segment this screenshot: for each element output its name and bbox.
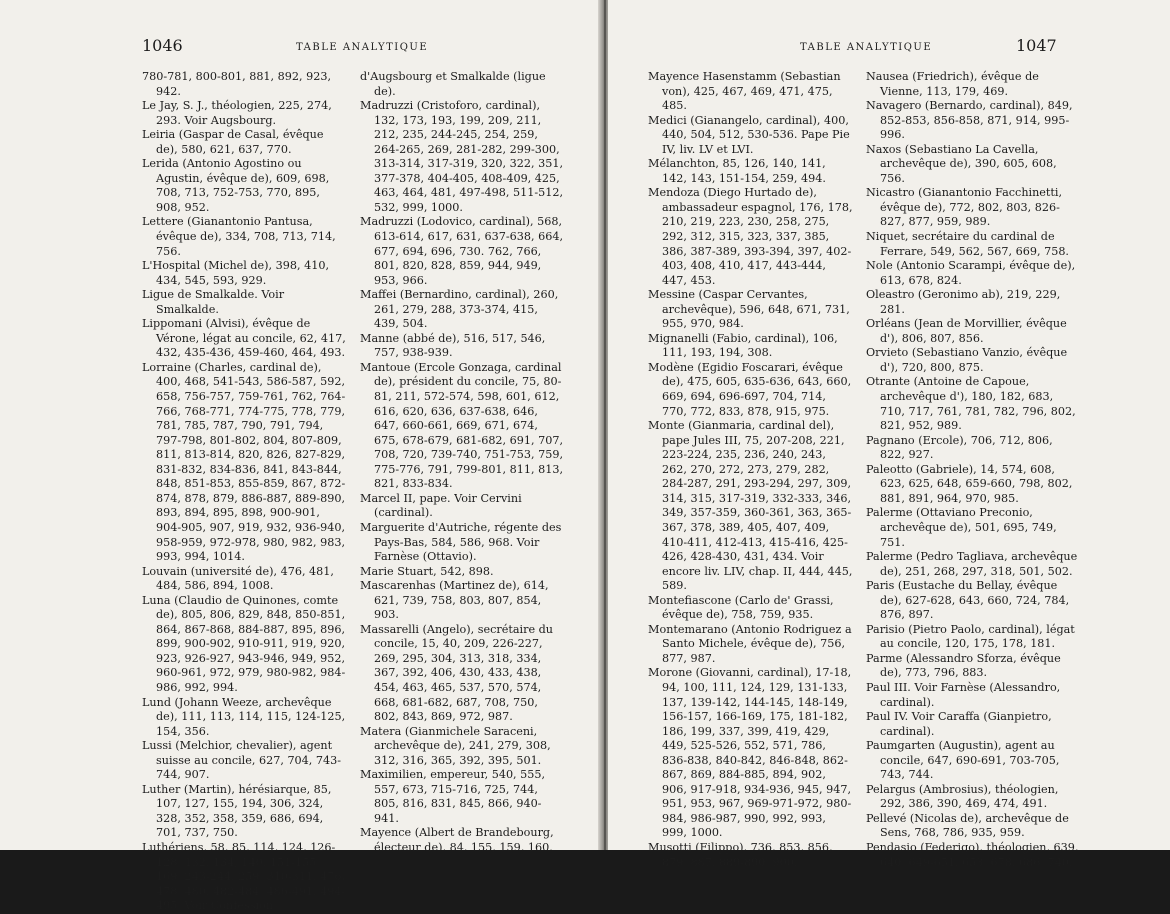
index-entry: Oleastro (Geronimo ab), 219, 229, 281. (866, 288, 1061, 316)
index-column-1 (142, 70, 348, 914)
index-entry: Madruzzi (Cristoforo, cardinal), 132, 173, 193, 199, 209, 211, 212, 235, 244-245, 254, 259, 264-265, 269, 281-282, 299-300, 313-314, 317-319, 320, 322, 351, 377-378, 404-405, 408-409, 425, 463, 464, 481, 497-498, 511-512, 532, 999, 1000. (360, 99, 564, 214)
index-entry: Messine (Caspar Cervantes, archevêque), 596, 648, 671, 731, 955, 970, 984. (648, 288, 850, 331)
index-entry: Pellevé (Nicolas de), archevêque de Sens, 768, 786, 935, 959. (866, 811, 1069, 840)
index-entry: Mendoza (Diego Hurtado de), ambassadeur espagnol, 176, 178, 210, 219, 223, 230, 258, 275, 292, 312, 315, 323, 337, 385, 386, 387-389, 393-394, 397, 402-403, 408, 410, 417, 443-444, 447, 453. (648, 186, 853, 287)
index-entry: Mayence (Albert de Brandebourg, électeur de), 84, 155, 159, 160. (360, 826, 554, 854)
index-entry: Modène (Egidio Foscarari, évêque de), 475, 605, 635-636, 643, 660, 669, 694, 696-697, 704, 714, 770, 772, 833, 878, 915, 975. (648, 360, 852, 418)
index-entry: Medici (Gianangelo, cardinal), 400, 440, 504, 512, 530-536. Pape Pie IV, liv. LV et LVI. (648, 113, 850, 156)
index-entry: Marcel II, pape. Voir Cervini (cardinal). (360, 491, 522, 520)
index-entry: Mantoue (Ercole Gonzaga, cardinal de), président du concile, 75, 80-81, 211, 572-574, 598, 601, 612, 616, 620, 636, 637-638, 646, 647, 660-661, 669, 671, 674, 675, 678-679, 681-682, 691, 707, 708, 720, 739-740, 751-753, 759, 775-776, 791, 799-801, 811, 813, 821, 833-834. (360, 360, 564, 491)
index-entry: Madruzzi (Lodovico, cardinal), 568, 613-614, 617, 631, 637-638, 664, 677, 694, 696, 730. 762, 766, 801, 820, 828, 859, 944, 949, 953, 966. (360, 215, 564, 287)
index-entry: Luther (Martin), hérésiarque, 85, 107, 127, 155, 194, 306, 324, 328, 352, 358, 359, 686, 694, 701, 737, 750. (142, 782, 332, 840)
index-entry: Palerme (Ottaviano Preconio, archevêque de), 501, 695, 749, 751. (866, 506, 1057, 549)
index-entry: Morone (Giovanni, cardinal), 17-18, 94, 100, 111, 124, 129, 131-133, 137, 139-142, 144-145, 148-149, 156-157, 166-169, 175, 181-182, 186, 199, 337, 399, 419, 429, 449, 525-526, 552, 571, 786, 836-838, 840-842, 846-848, 862-867, 869, 884-885, 894, 902, 906, 917-918, 934-936, 945, 947, 951, 953, 967, 969-971-972, 980-984, 986-987, 990, 992, 993, 999, 1000. (648, 666, 852, 840)
index-entry: Luthériens, 58, 85, 114, 124, 126-128, 132, 134, 140, 151-155, 169, 243-244, 259, 310-311, 476, 478, 480, 482-484, 486-491, 494-495. Voir Confession (142, 840, 346, 913)
index-entry: Lerida (Antonio Agostino ou Agustin, évêque de), 609, 698, 708, 713, 752-753, 770, 895, 908, 952. (142, 157, 330, 214)
index-entry: Musotti (Filippo), 736, 853, 856, 879, 887, 889-890, 900. (648, 840, 833, 869)
index-entry: Navagero (Bernardo, cardinal), 849, 852-853, 856-858, 871, 914, 995-996. (866, 99, 1073, 142)
index-entry: Orléans (Jean de Morvillier, évêque d'), 806, 807, 856. (866, 317, 1067, 345)
index-entry: Pelargus (Ambrosius), théologien, 292, 386, 390, 469, 474, 491. (866, 782, 1059, 811)
index-column-2 (360, 70, 566, 856)
index-entry: Paris (Eustache du Bellay, évêque de), 627-628, 643, 660, 724, 784, 876, 897. (866, 579, 1070, 622)
index-entry: 780-781, 800-801, 881, 892, 923, 942. (142, 70, 332, 98)
index-entry: Le Jay, S. J., théologien, 225, 274, 293. Voir Augsbourg. (142, 99, 332, 127)
page-number-right: 1047 (1016, 36, 1057, 55)
index-entry: Lussi (Melchior, chevalier), agent suisse au concile, 627, 704, 743-744, 907. (142, 739, 342, 782)
index-entry: Mascarenhas (Martinez de), 614, 621, 739, 758, 803, 807, 854, 903. (360, 579, 549, 622)
index-entry: Pagnano (Ercole), 706, 712, 806, 822, 927. (866, 433, 1053, 462)
index-column-4 (866, 70, 1080, 870)
index-entry: Monte (Gianmaria, cardinal del), pape Jules III, 75, 207-208, 221, 223-224, 235, 236, 240, 243, 262, 270, 272, 273, 279, 282, 284-287, 291, 293-294, 297, 309, 314, 315, 317-319, 332-333, 346, 349, 357-359, 360-361, 363, 365-367, 378, 389, 405, 407, 409, 410-411, 412-413, 415-416, 425-426, 428-430, 431, 434. Voir encore liv. LIV, chap. II, 444, 445, 589. (648, 419, 853, 593)
index-entry: Mignanelli (Fabio, cardinal), 106, 111, 193, 194, 308. (648, 331, 838, 360)
index-entry: Paumgarten (Augustin), agent au concile, 647, 690-691, 703-705, 743, 744. (866, 739, 1060, 782)
index-entry: Montemarano (Antonio Rodriguez a Santo Michele, évêque de), 756, 877, 987. (648, 622, 852, 665)
index-entry: Orvieto (Sebastiano Vanzio, évêque d'), 720, 800, 875. (866, 346, 1068, 374)
index-entry: Nicastro (Gianantonio Facchinetti, évêque de), 772, 802, 803, 826-827, 877, 959, 989. (866, 186, 1063, 229)
index-entry: Maffei (Bernardino, cardinal), 260, 261, 279, 288, 373-374, 415, 439, 504. (360, 288, 559, 331)
right-page (608, 0, 1170, 869)
index-entry: Manne (abbé de), 516, 517, 546, 757, 938-939. (360, 331, 546, 360)
index-entry: d'Augsbourg et Smalkalde (ligue de). (360, 70, 546, 98)
index-entry: Luna (Claudio de Quinones, comte de), 805, 806, 829, 848, 850-851, 864, 867-868, 884-887, 895, 896, 899, 900-902, 910-911, 919, 920, 923, 926-927, 943-946, 949, 952, 960-961, 972, 979, 980-982, 984-986, 992, 994. (142, 593, 346, 694)
index-column-3 (648, 70, 854, 870)
index-entry: Montefiascone (Carlo de' Grassi, évêque de), 758, 759, 935. (648, 593, 834, 622)
index-entry: Lippomani (Alvisi), évêque de Vérone, légat au concile, 62, 417, 432, 435-436, 459-460, 464, 493. (142, 317, 346, 360)
index-entry: Niquet, secrétaire du cardinal de Ferrare, 549, 562, 567, 669, 758. (866, 230, 1069, 258)
index-entry: Mayence Hasenstamm (Sebastian von), 425, 467, 469, 471, 475, 485. (648, 70, 841, 113)
index-entry: L'Hospital (Michel de), 398, 410, 434, 545, 593, 929. (142, 259, 330, 287)
index-entry: Marie Stuart, 542, 898. (360, 564, 494, 578)
index-entry: Lund (Johann Weeze, archevêque de), 111, 113, 114, 115, 124-125, 154, 356. (142, 695, 346, 738)
running-header-right: TABLE ANALYTIQUE (800, 42, 933, 53)
index-entry: Mélanchton, 85, 126, 140, 141, 142, 143, 151-154, 259, 494. (648, 157, 826, 185)
index-entry: Parisio (Pietro Paolo, cardinal), légat au concile, 120, 175, 178, 181. (866, 622, 1075, 651)
index-entry: Naxos (Sebastiano La Cavella, archevêque de), 390, 605, 608, 756. (866, 142, 1057, 185)
index-entry: Paul IV. Voir Caraffa (Gianpietro, cardinal). (866, 710, 1052, 738)
index-entry: Parme (Alessandro Sforza, évêque de), 773, 796, 883. (866, 651, 1061, 680)
index-entry: Nausea (Friedrich), évêque de Vienne, 113, 179, 469. (866, 70, 1039, 98)
index-entry: Lorraine (Charles, cardinal de), 400, 468, 541-543, 586-587, 592, 658, 756-757, 759-761, 762, 764-766, 768-771, 774-775, 778, 779, 781, 785, 787, 790, 791, 794, 797-798, 801-802, 804, 807-809, 811, 813-814, 820, 826, 827-829, 831-832, 834-836, 841, 843-844, 848, 851-853, 855-859, 867, 872-874, 878, 879, 886-887, 889-890, 893, 894, 895, 898, 900-901, 904-905, 907, 919, 932, 936-940, 958-959, 972-978, 980, 982, 983, 993, 994, 1014. (142, 360, 346, 564)
running-header-left: TABLE ANALYTIQUE (296, 42, 429, 53)
index-entry: Pendasio (Federigo), théologien, 639, 640, 649-651, 653, 678, 686, 740. (866, 840, 1079, 869)
index-entry: Louvain (université de), 476, 481, 484, 586, 894, 1008. (142, 564, 334, 593)
index-entry: Marguerite d'Autriche, régente des Pays-Bas, 584, 586, 968. Voir Farnèse (Ottavio). (360, 520, 562, 564)
index-entry: Nole (Antonio Scarampi, évêque de), 613, 678, 824. (866, 259, 1076, 287)
index-entry: Lettere (Gianantonio Pantusa, évêque de), 334, 708, 713, 714, 756. (142, 215, 336, 258)
index-entry: Paul III. Voir Farnèse (Alessandro, cardinal). (866, 680, 1061, 709)
index-entry: Leiria (Gaspar de Casal, évêque de), 580, 621, 637, 770. (142, 128, 324, 156)
index-entry: Matera (Gianmichele Saraceni, archevêque de), 241, 279, 308, 312, 316, 365, 392, 395, 501. (360, 724, 551, 767)
page-number-left: 1046 (142, 36, 183, 55)
index-entry: Palerme (Pedro Tagliava, archevêque de), 251, 268, 297, 318, 501, 502. (866, 550, 1078, 578)
index-entry: Ligue de Smalkalde. Voir Smalkalde. (142, 288, 285, 316)
index-entry: Paleotto (Gabriele), 14, 574, 608, 623, 625, 648, 659-660, 798, 802, 881, 891, 964, 970, 985. (866, 462, 1073, 505)
index-entry: Maximilien, empereur, 540, 555, 557, 673, 715-716, 725, 744, 805, 816, 831, 845, 866, 940-941. (360, 768, 546, 825)
index-entry: Otrante (Antoine de Capoue, archevêque d'), 180, 182, 683, 710, 717, 761, 781, 782, 796, 802, 821, 952, 989. (866, 375, 1076, 433)
index-entry: Massarelli (Angelo), secrétaire du concile, 15, 40, 209, 226-227, 269, 295, 304, 313, 318, 334, 367, 392, 406, 430, 433, 438, 454, 463, 465, 537, 570, 574, 668, 681-682, 687, 708, 750, 802, 843, 869, 972, 987. (360, 622, 553, 724)
